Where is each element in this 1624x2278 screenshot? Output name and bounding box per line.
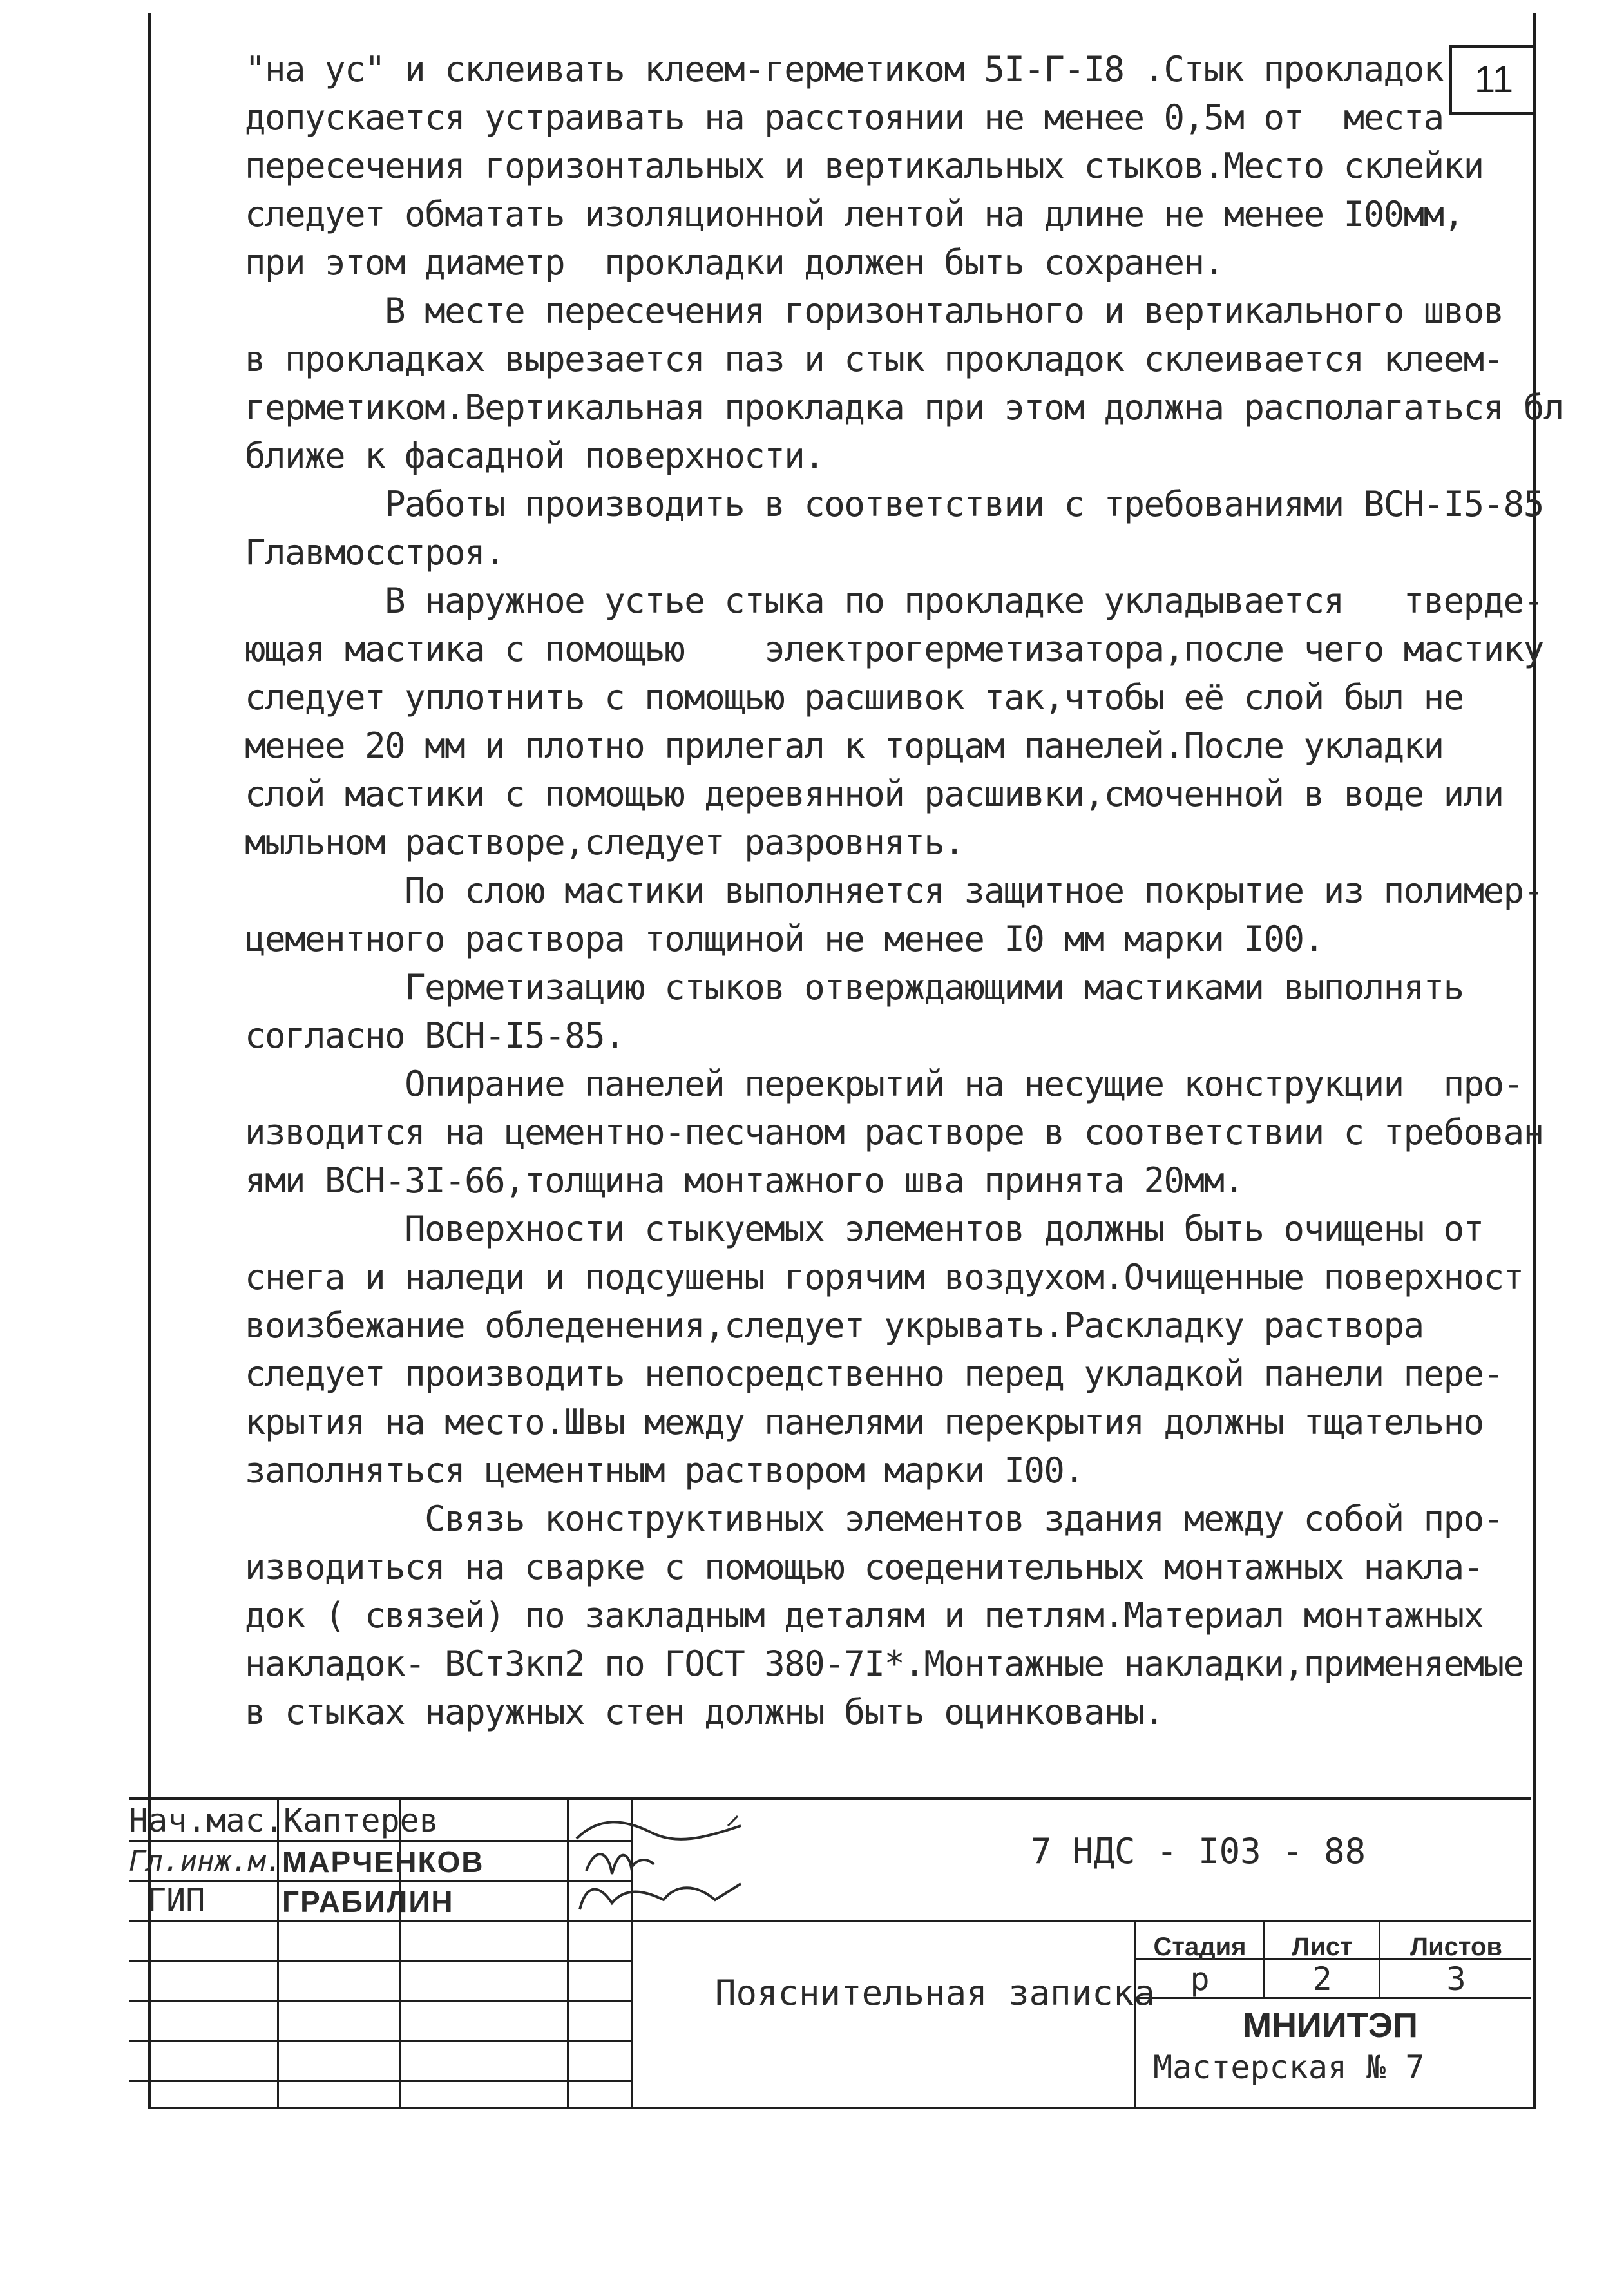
text-line: Главмосстроя. [245,532,505,573]
role-gip: ГИП [147,1882,205,1919]
text-line: ющая мастика с помощью электрогерметизатора,после чего мастику [245,629,1543,669]
tb-divider [1379,1920,1380,1997]
text-line: Герметизацию стыков отверждающими мастиками выполнять [245,967,1464,1008]
sheets-value: 3 [1446,1960,1466,1998]
text-line: следует обматать изоляционной лентой на длине не менее I00мм, [245,194,1464,235]
text-line: ями ВСН-3I-66,толщина монтажного шва принята 20мм. [245,1160,1244,1201]
tb-divider [1263,1920,1265,1997]
document-title: Пояснительная записка [715,1973,1155,2013]
text-line: в прокладках вырезается паз и стык прокладок склеивается клеем- [245,339,1504,379]
text-line: ближе к фасадной поверхности. [245,436,825,476]
text-line: "на ус" и склеивать клеем-герметиком 5I-Г-I8 .Стык прокладок [245,49,1444,90]
text-line: мыльном растворе,следует разровнять. [245,822,964,863]
name-chief-engineer: МАРЧЕНКОВ [282,1845,484,1879]
text-line: В наружное устье стыка по прокладке укладывается тверде- [245,580,1543,621]
text-line: В месте пересечения горизонтального и вертикального швов [245,291,1504,331]
document-code: 7 НДС - I03 - 88 [1031,1831,1366,1871]
text-line: заполняться цементным раствором марки I00. [245,1450,1084,1491]
stage-value: р [1190,1960,1210,1998]
role-chief-engineer: Гл.инж.м. [129,1845,283,1878]
tb-divider [1134,1920,1136,2109]
text-line: согласно ВСН-I5-85. [245,1015,625,1056]
text-line: пересечения горизонтальных и вертикальных стыков.Место склейки [245,146,1484,186]
text-line: герметиком.Вертикальная прокладка при этом должна располагаться бл [245,387,1563,428]
text-line: Опирание панелей перекрытий на несущие конструкции про- [245,1064,1524,1104]
text-line: менее 20 мм и плотно прилегал к торцам панелей.После укладки [245,725,1444,766]
tb-row-line [129,2040,631,2042]
text-line: воизбежание обледенения,следует укрывать.Раскладку раствора [245,1305,1424,1346]
signature-image [573,1813,767,1916]
text-line: в стыках наружных стен должны быть оцинкованы. [245,1692,1164,1732]
text-line: допускается устраивать на расстоянии не менее 0,5м от места [245,97,1444,138]
workshop-name: Мастерская № 7 [1153,2049,1425,2086]
text-line: цементного раствора толщиной не менее I0 мм марки I00. [245,919,1324,959]
name-chief-workshop: Каптерев [283,1802,439,1839]
tb-row-line [129,2000,631,2002]
text-line: изводиться на сварке с помощью соеденительных монтажных накла- [245,1547,1484,1587]
role-chief-workshop: Нач.мас. [129,1802,284,1839]
text-line: док ( связей) по закладным деталям и петлям.Материал монтажных [245,1595,1484,1636]
text-line: слой мастики с помощью деревянной расшивки,смоченной в воде или [245,774,1504,814]
text-line: следует уплотнить с помощью расшивок так,чтобы её слой был не [245,677,1464,718]
tb-row-line [129,2080,631,2082]
sheet-number-box: 11 [1449,45,1536,115]
text-line: По слою мастики выполняется защитное покрытие из полимер- [245,870,1543,911]
stage-header: Стадия [1153,1933,1247,1961]
tb-divider [567,1800,569,2109]
explanatory-note-text [245,45,1563,1736]
text-line: изводится на цементно-песчаном растворе в соответствии с требован [245,1112,1543,1153]
text-line: снега и наледи и подсушены горячим воздухом.Очищенные поверхност [245,1257,1524,1297]
title-block [129,1797,1531,2109]
sheets-header: Листов [1410,1933,1502,1961]
organization-name: МНИИТЭП [1243,2006,1418,2045]
sheet-header: Лист [1292,1933,1353,1961]
text-line: Поверхности стыкуемых элементов должны быть очищены от [245,1209,1484,1249]
tb-row-line [129,1960,631,1962]
name-gip: ГРАБИЛИН [282,1885,454,1919]
text-line: крытия на место.Швы между панелями перекрытия должны тщательно [245,1402,1484,1442]
text-line: Связь конструктивных элементов здания между собой про- [245,1498,1504,1539]
tb-row-line [129,1840,631,1842]
sheet-value: 2 [1312,1960,1332,1998]
text-line: следует производить непосредственно перед укладкой панели пере- [245,1354,1504,1394]
text-line: Работы производить в соответствии с требованиями ВСН-I5-85 [245,484,1543,524]
text-line: накладок- ВСт3кп2 по ГОСТ 380-7I*.Монтажные накладки,применяемые [245,1643,1524,1684]
text-line: при этом диаметр прокладки должен быть сохранен. [245,242,1224,283]
